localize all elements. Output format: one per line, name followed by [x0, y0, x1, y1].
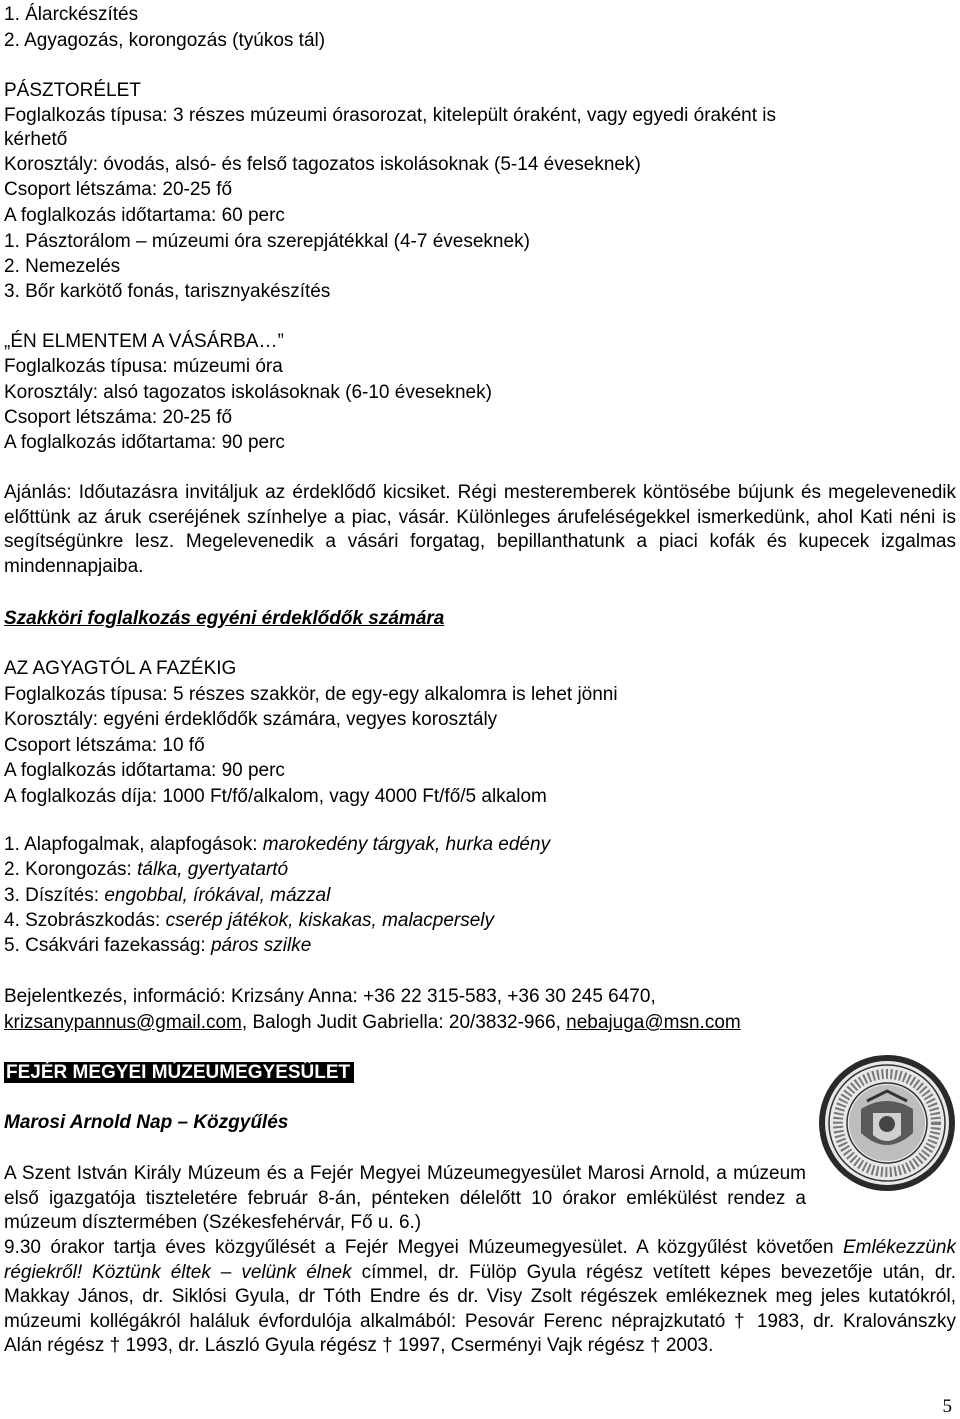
group-line: Csoport létszáma: 20-25 fő	[4, 179, 233, 200]
section-title: „ÉN ELMENTEM A VÁSÁRBA…”	[4, 331, 284, 352]
banner-text: FEJÉR MEGYEI MÚZEUMEGYESÜLET	[4, 1062, 354, 1083]
list-item	[4, 884, 330, 908]
contact-line-2	[4, 1011, 741, 1035]
email-link[interactable]: krizsanypannus@gmail.com	[4, 1012, 242, 1033]
duration-line: A foglalkozás időtartama: 90 perc	[4, 432, 285, 453]
type-line: Foglalkozás típusa: 3 részes múzeumi órasorozat, kitelepült óraként, vagy egyedi óraként is	[4, 105, 776, 126]
list-item-detail: páros szilke	[210, 935, 312, 956]
event-title: Emlékezzünk régiekről! Köztünk éltek – velünk élnek	[4, 1237, 956, 1283]
type-line: Foglalkozás típusa: múzeumi óra	[4, 356, 283, 377]
group-line: Csoport létszáma: 20-25 fő	[4, 407, 233, 428]
list-item-label: 1. Alapfogalmak, alapfogások:	[4, 834, 263, 855]
age-line: Korosztály: egyéni érdeklődők számára, vegyes korosztály	[4, 709, 498, 730]
section-heading: Szakköri foglalkozás egyéni érdeklődők számára	[4, 608, 445, 629]
age-line: Korosztály: óvodás, alsó- és felső tagozatos iskolásoknak (5-14 éveseknek)	[4, 154, 641, 175]
list-item	[4, 934, 311, 958]
event-paragraph-1	[4, 1162, 956, 1236]
list-item	[4, 858, 288, 882]
list-item-detail: engobbal, írókával, mázzal	[104, 885, 331, 906]
banner-heading	[4, 1061, 354, 1085]
fee-line: A foglalkozás díja: 1000 Ft/fő/alkalom, vagy 4000 Ft/fő/5 alkalom	[4, 786, 547, 807]
page-number: 5	[942, 1396, 952, 1417]
event-paragraph-2-text: címmel, dr. Fülöp Gyula régész vetített képes bevezetője után, dr. Makkay János, dr. Siklósi Gyula, dr Tóth Endre és dr. Visy Zsolt régészek emlékeznek meg jeles kutatókról, múzeumi kollégákról haláluk évfordulója alkalmából: Pesovár Ferenc néprajzkutató † 1983, dr. Kralovánszky Alán régész † 1993, dr. László Gyula régész † 1997, Cserményi Vajk régész † 2003.	[4, 1261, 957, 1356]
list-item	[4, 833, 550, 857]
list-item-label: 2. Korongozás:	[4, 859, 138, 880]
list-item-detail: cserép játékok, kiskakas, malacpersely	[165, 910, 495, 931]
list-item-detail: marokedény tárgyak, hurka edény	[262, 834, 551, 855]
event-subtitle: Marosi Arnold Nap – Közgyűlés	[4, 1112, 289, 1133]
list-item-label: 5. Csákvári fazekasság:	[4, 935, 211, 956]
duration-line: A foglalkozás időtartama: 60 perc	[4, 205, 285, 226]
list-item	[4, 909, 494, 933]
list-item: 1. Álarckészítés	[4, 4, 139, 25]
list-item-label: 3. Díszítés:	[4, 885, 105, 906]
contact-line: Bejelentkezés, információ: Krizsány Anna: +36 22 315-583, +36 30 245 6470,	[4, 986, 656, 1007]
list-item-detail: tálka, gyertyatartó	[137, 859, 289, 880]
list-item: 3. Bőr karkötő fonás, tarisznyakészítés	[4, 281, 331, 302]
section-title: PÁSZTORÉLET	[4, 80, 141, 101]
list-item: 1. Pásztorálom – múzeumi óra szerepjátékkal (4-7 éveseknek)	[4, 231, 530, 252]
age-line: Korosztály: alsó tagozatos iskolásoknak (6-10 éveseknek)	[4, 382, 492, 403]
email-link[interactable]: nebajuga@msn.com	[566, 1012, 741, 1033]
type-line: Foglalkozás típusa: 5 részes szakkör, de egy-egy alkalomra is lehet jönni	[4, 684, 618, 705]
event-paragraph-1-text: A Szent István Király Múzeum és a Fejér Megyei Múzeumegyesület Marosi Arnold, a múzeum első igazgatója tiszteletére február 8-án, pénteken délelőtt 10 órakor emlékülést rendez a múzeum dísztermében (Székesfehérvár, Fő u. 6.)	[4, 1163, 806, 1233]
type-line-cont: kérhető	[4, 129, 68, 150]
section-title: AZ AGYAGTÓL A FAZÉKIG	[4, 658, 237, 679]
contact-text: , Balogh Judit Gabriella: 20/3832-966,	[241, 1012, 567, 1033]
association-seal	[817, 1053, 957, 1193]
recommendation-paragraph: Ajánlás: Időutazásra invitáljuk az érdeklődő kicsiket. Régi mesteremberek köntösébe bújunk és megelevenedik előttünk az áruk cseréjének színhelye a piac, vásár. Különleges árufeléségekkel ismerkedünk, ahol Kati néni is segítségünkre lesz. Megelevenedik a vásári forgatag, bepillanthatunk a piaci kofák és kupecek izgalmas mindennapjaiba.	[4, 482, 956, 577]
list-item: 2. Agyagozás, korongozás (tyúkos tál)	[4, 30, 326, 51]
duration-line: A foglalkozás időtartama: 90 perc	[4, 760, 285, 781]
list-item-label: 4. Szobrászkodás:	[4, 910, 166, 931]
event-paragraph-2-text: 9.30 órakor tartja éves közgyűlését a Fejér Megyei Múzeumegyesület. A közgyűlést követően	[4, 1237, 843, 1258]
list-item: 2. Nemezelés	[4, 256, 121, 277]
group-line: Csoport létszáma: 10 fő	[4, 735, 205, 756]
event-paragraph-2	[4, 1236, 956, 1359]
